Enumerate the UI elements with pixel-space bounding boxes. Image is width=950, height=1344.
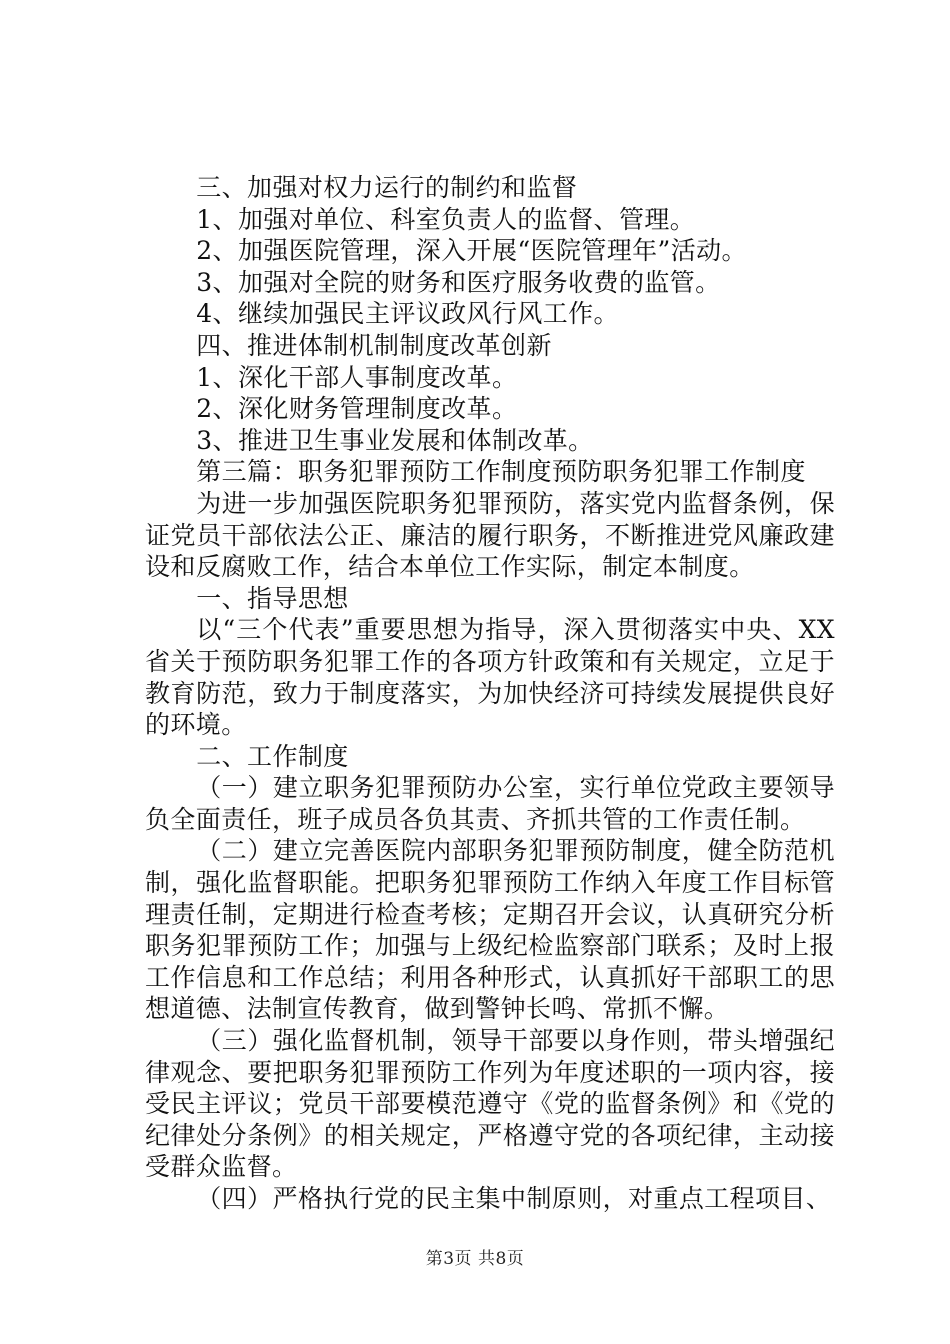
page-number-footer: 第3页 共8页 — [425, 1249, 525, 1269]
list-item: 2、加强医院管理，深入开展“医院管理年”活动。 — [196, 236, 747, 266]
section-heading-work-system: 二、工作制度 — [196, 741, 349, 771]
section-heading-3: 三、加强对权力运行的制约和监督 — [196, 173, 578, 202]
list-item: 3、加强对全院的财务和医疗服务收费的监管。 — [196, 267, 721, 297]
paragraph: （四）严格执行党的民主集中制原则，对重点工程项目、 — [196, 1184, 832, 1213]
list-item: 4、继续加强民主评议政风行风工作。 — [196, 299, 619, 329]
list-item: 1、加强对单位、科室负责人的监督、管理。 — [196, 204, 696, 234]
list-item: 3、推进卫生事业发展和体制改革。 — [196, 425, 594, 455]
section-heading-guiding-ideology: 一、指导思想 — [196, 583, 349, 613]
list-item: 2、深化财务管理制度改革。 — [196, 394, 518, 424]
list-item: 1、深化干部人事制度改革。 — [196, 362, 518, 392]
document-body — [145, 172, 835, 1215]
paragraph: （一）建立职务犯罪预防办公室，实行单位党政主要领导负全面责任，班子成员各负其责、齐抓共管的工作责任制。 — [145, 773, 835, 834]
paragraph: （二）建立完善医院内部职务犯罪预防制度，健全防范机制，强化监督职能。把职务犯罪预防工作纳入年度工作目标管理责任制，定期进行检查考核；定期召开会议，认真研究分析职务犯罪预防工作；加强与上级纪检监察部门联系；及时上报工作信息和工作总结；利用各种形式，认真抓好干部职工的思想道德、法制宣传教育，做到警钟长鸣、常抓不懈。 — [145, 836, 835, 1024]
section-heading-4: 四、推进体制机制制度改革创新 — [196, 330, 552, 360]
chapter-title: 第三篇：职务犯罪预防工作制度预防职务犯罪工作制度 — [196, 457, 806, 487]
paragraph: 为进一步加强医院职务犯罪预防，落实党内监督条例，保证党员干部依法公正、廉洁的履行职务，不断推进党风廉政建设和反腐败工作，结合本单位工作实际，制定本制度。 — [145, 488, 835, 582]
paragraph: 以“三个代表”重要思想为指导，深入贯彻落实中央、XX省关于预防职务犯罪工作的各项方针政策和有关规定，立足于教育防范，致力于制度落实，为加快经济可持续发展提供良好的环境。 — [145, 615, 835, 740]
paragraph: （三）强化监督机制，领导干部要以身作则，带头增强纪律观念、要把职务犯罪预防工作列为年度述职的一项内容，接受民主评议；党员干部要模范遵守《党的监督条例》和《党的纪律处分条例》的相关规定，严格遵守党的各项纪律，主动接受群众监督。 — [145, 1026, 835, 1182]
